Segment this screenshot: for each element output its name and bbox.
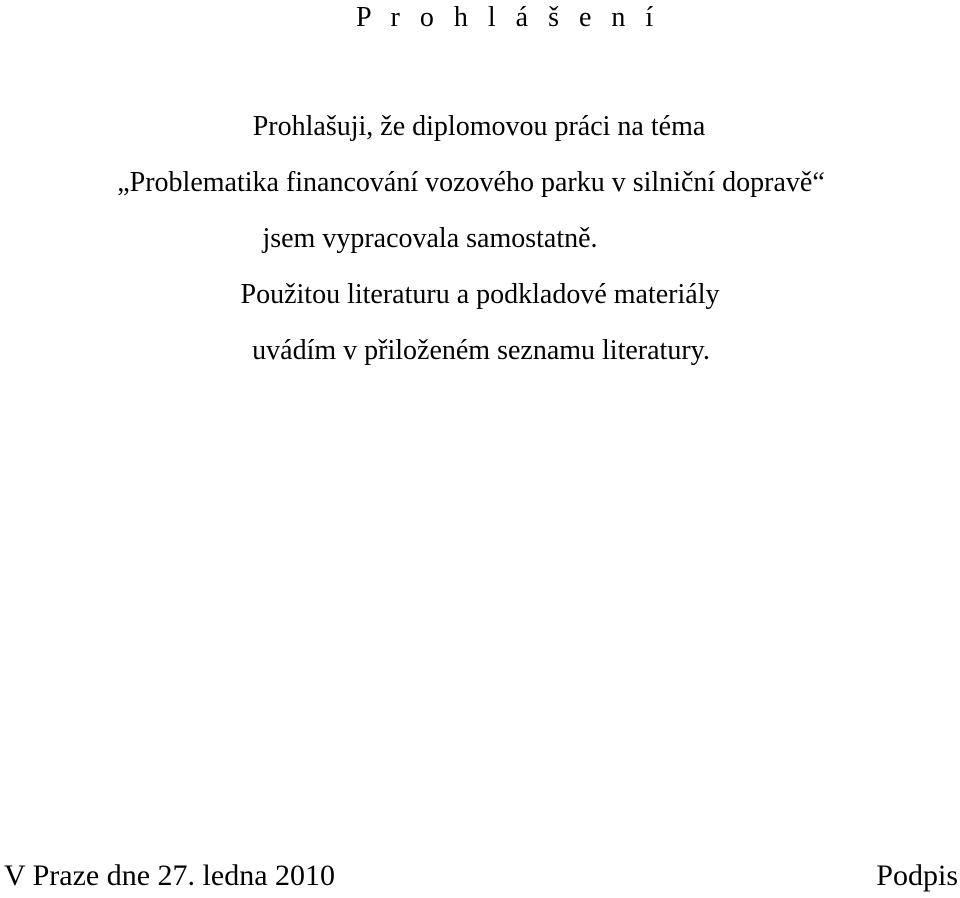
declaration-line: uvádím v přiloženém seznamu literatury. (252, 335, 710, 366)
place-and-date: V Praze dne 27. ledna 2010 (4, 859, 336, 892)
declaration-line: jsem vypracovala samostatně. (262, 223, 598, 254)
thesis-title-line: „Problematika financování vozového parku v silniční dopravě“ (117, 167, 825, 198)
page-heading: P r o h l á š e n í (356, 2, 660, 33)
signature-label: Podpis (876, 859, 958, 892)
declaration-line: Prohlašuji, že diplomovou práci na téma (252, 111, 706, 142)
declaration-line: Použitou literaturu a podkladové materiály (240, 279, 720, 310)
